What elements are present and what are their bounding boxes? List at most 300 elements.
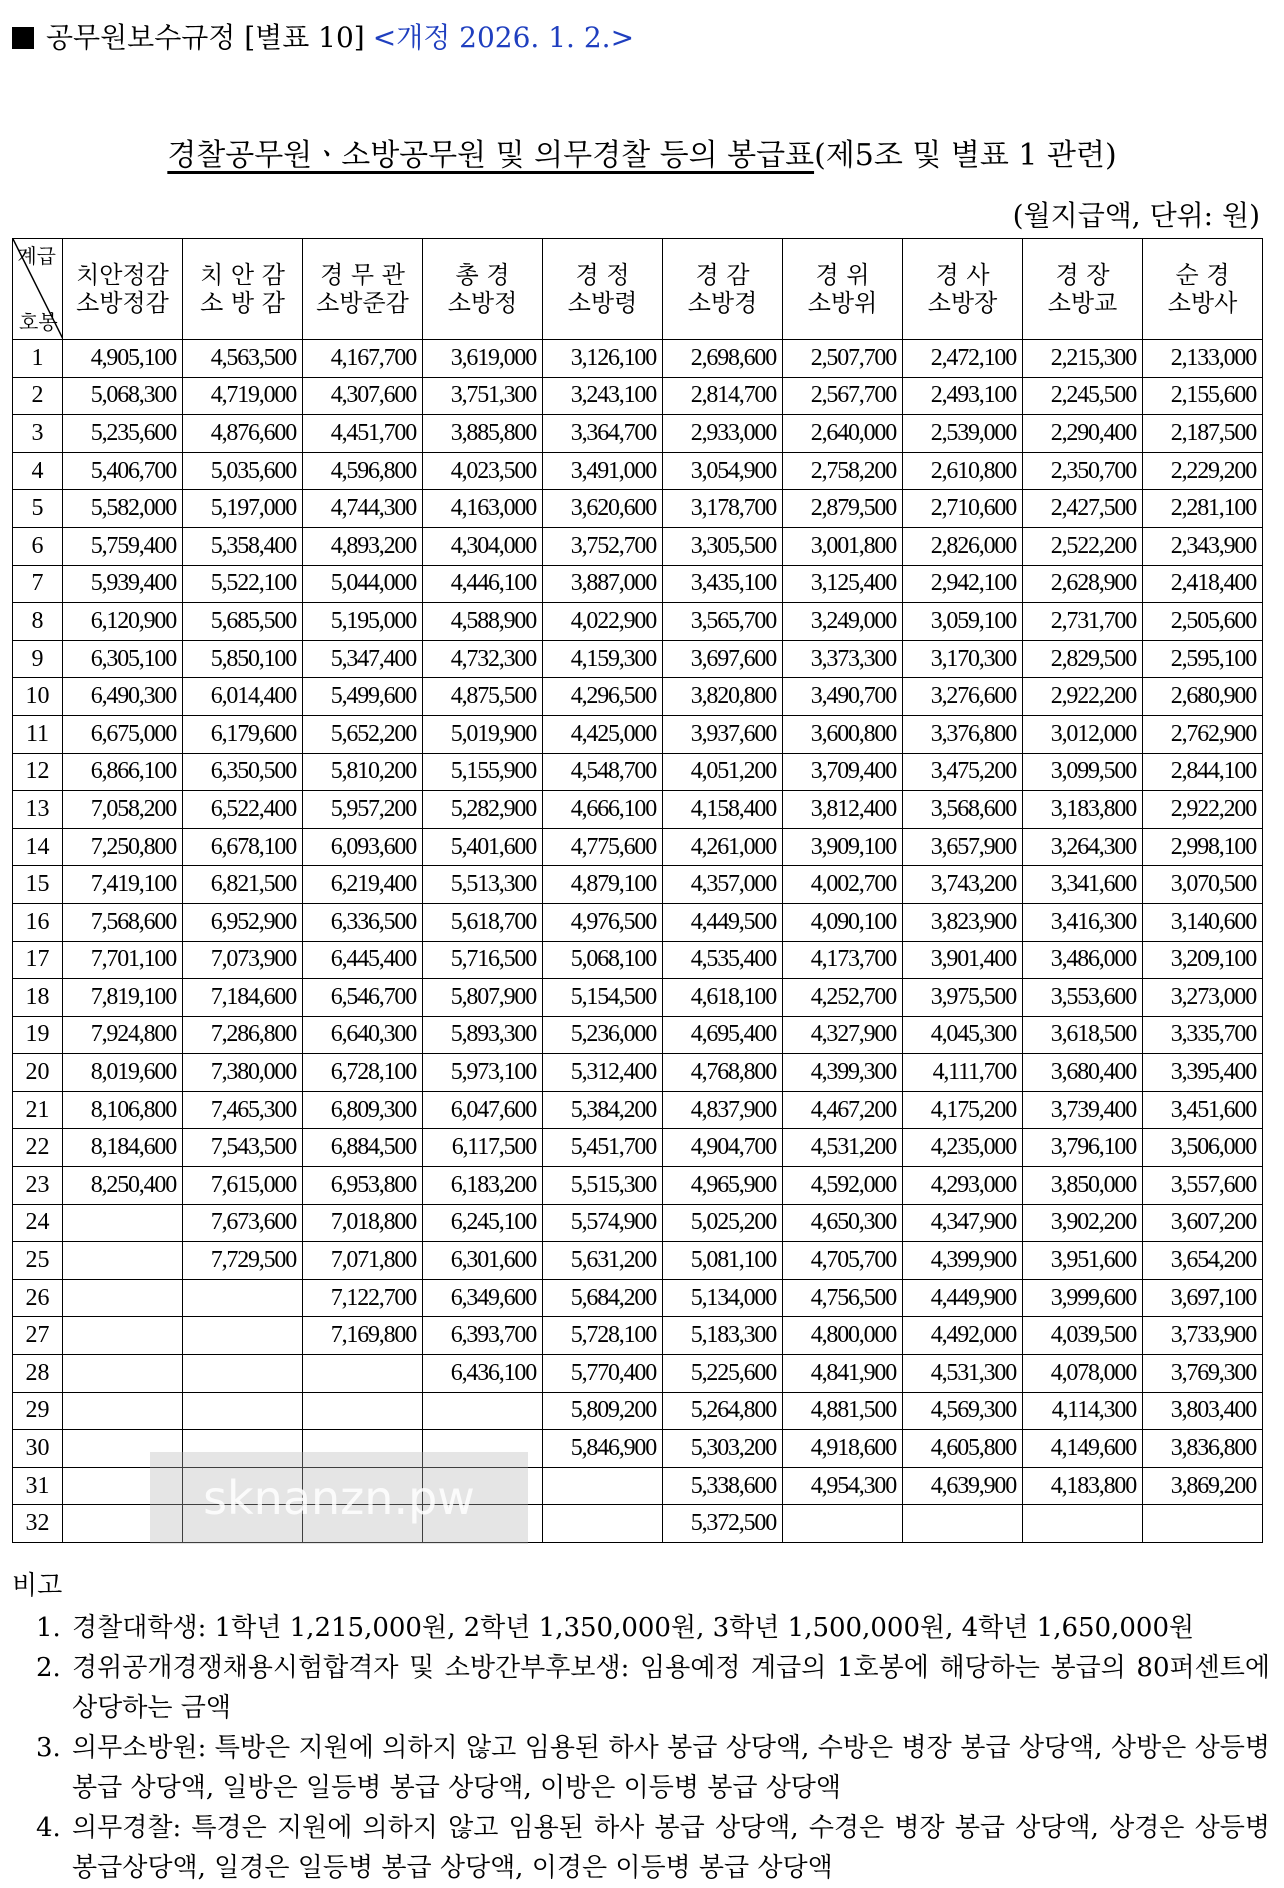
salary-cell: 5,081,100	[663, 1242, 783, 1280]
salary-cell: 5,183,300	[663, 1317, 783, 1355]
table-row	[13, 377, 1263, 415]
salary-cell: 6,445,400	[303, 941, 423, 979]
salary-cell: 4,327,900	[783, 1016, 903, 1054]
salary-cell	[63, 1204, 183, 1242]
salary-cell: 3,607,200	[1143, 1204, 1263, 1242]
salary-cell: 7,701,100	[63, 941, 183, 979]
police-grade-label: 경 무 관	[320, 261, 405, 289]
salary-cell: 6,821,500	[183, 866, 303, 904]
salary-cell: 2,731,700	[1023, 603, 1143, 641]
step-number: 14	[13, 828, 63, 866]
step-number: 30	[13, 1430, 63, 1468]
salary-cell	[303, 1355, 423, 1393]
salary-cell: 3,059,100	[903, 603, 1023, 641]
salary-cell: 4,588,900	[423, 603, 543, 641]
salary-cell: 6,305,100	[63, 640, 183, 678]
salary-cell: 3,276,600	[903, 678, 1023, 716]
salary-cell: 3,836,800	[1143, 1430, 1263, 1468]
black-square-icon	[12, 27, 34, 49]
salary-cell: 7,673,600	[183, 1204, 303, 1242]
salary-cell: 2,942,100	[903, 565, 1023, 603]
salary-cell: 3,885,800	[423, 415, 543, 453]
salary-cell: 5,582,000	[63, 490, 183, 528]
step-number: 5	[13, 490, 63, 528]
salary-cell	[183, 1317, 303, 1355]
step-number: 28	[13, 1355, 63, 1393]
note-text: 경찰대학생: 1학년 1,215,000원, 2학년 1,350,000원, 3학년 1,500,000원, 4학년 1,650,000원	[72, 1613, 1195, 1643]
salary-cell: 7,286,800	[183, 1016, 303, 1054]
salary-cell: 4,563,500	[183, 340, 303, 378]
salary-cell: 5,652,200	[303, 715, 423, 753]
salary-cell: 4,732,300	[423, 640, 543, 678]
salary-cell: 3,803,400	[1143, 1392, 1263, 1430]
salary-cell: 2,758,200	[783, 452, 903, 490]
salary-cell: 3,812,400	[783, 791, 903, 829]
note-number: 2.	[36, 1653, 61, 1683]
salary-cell: 4,163,000	[423, 490, 543, 528]
salary-cell: 2,710,600	[903, 490, 1023, 528]
salary-cell: 2,418,400	[1143, 565, 1263, 603]
table-row	[13, 490, 1263, 528]
salary-cell: 2,698,600	[663, 340, 783, 378]
step-number: 29	[13, 1392, 63, 1430]
salary-cell: 3,796,100	[1023, 1129, 1143, 1167]
salary-cell: 3,335,700	[1143, 1016, 1263, 1054]
salary-cell: 3,751,300	[423, 377, 543, 415]
salary-cell: 4,800,000	[783, 1317, 903, 1355]
salary-cell: 3,140,600	[1143, 903, 1263, 941]
salary-cell: 3,999,600	[1023, 1279, 1143, 1317]
step-number: 19	[13, 1016, 63, 1054]
salary-cell: 5,303,200	[663, 1430, 783, 1468]
fire-grade-label: 소방위	[807, 289, 878, 317]
salary-cell: 2,922,200	[1023, 678, 1143, 716]
salary-cell: 2,814,700	[663, 377, 783, 415]
salary-cell: 3,568,600	[903, 791, 1023, 829]
salary-cell: 4,449,900	[903, 1279, 1023, 1317]
table-row	[13, 1091, 1263, 1129]
police-grade-label: 경 사	[935, 261, 990, 289]
salary-cell	[63, 1392, 183, 1430]
salary-cell	[183, 1279, 303, 1317]
salary-cell: 6,546,700	[303, 979, 423, 1017]
salary-cell: 4,307,600	[303, 377, 423, 415]
salary-cell: 3,395,400	[1143, 1054, 1263, 1092]
salary-cell: 5,282,900	[423, 791, 543, 829]
salary-cell	[423, 1392, 543, 1430]
salary-cell: 4,756,500	[783, 1279, 903, 1317]
salary-cell: 7,380,000	[183, 1054, 303, 1092]
salary-cell: 3,451,600	[1143, 1091, 1263, 1129]
fire-grade-label: 소방장	[927, 289, 998, 317]
salary-cell: 5,499,600	[303, 678, 423, 716]
salary-cell: 5,770,400	[543, 1355, 663, 1393]
salary-cell: 2,933,000	[663, 415, 783, 453]
salary-cell	[183, 1392, 303, 1430]
salary-cell: 5,347,400	[303, 640, 423, 678]
salary-cell: 2,507,700	[783, 340, 903, 378]
salary-cell: 3,099,500	[1023, 753, 1143, 791]
salary-cell: 6,179,600	[183, 715, 303, 753]
salary-cell: 5,134,000	[663, 1279, 783, 1317]
salary-cell: 3,600,800	[783, 715, 903, 753]
fire-grade-label: 소방정	[447, 289, 518, 317]
salary-cell: 3,657,900	[903, 828, 1023, 866]
salary-cell: 5,716,500	[423, 941, 543, 979]
salary-cell: 7,924,800	[63, 1016, 183, 1054]
salary-cell: 2,844,100	[1143, 753, 1263, 791]
salary-cell: 5,451,700	[543, 1129, 663, 1167]
step-number: 22	[13, 1129, 63, 1167]
salary-cell: 5,846,900	[543, 1430, 663, 1468]
salary-cell	[63, 1355, 183, 1393]
document-title	[0, 136, 1284, 176]
police-grade-label: 총 경	[455, 261, 510, 289]
unit-note: (월지급액, 단위: 원)	[1012, 199, 1260, 232]
salary-cell	[63, 1242, 183, 1280]
salary-cell: 2,680,900	[1143, 678, 1263, 716]
step-number: 2	[13, 377, 63, 415]
table-row	[13, 1317, 1263, 1355]
salary-cell: 2,133,000	[1143, 340, 1263, 378]
salary-cell: 5,035,600	[183, 452, 303, 490]
salary-cell: 2,539,000	[903, 415, 1023, 453]
salary-cell: 4,650,300	[783, 1204, 903, 1242]
salary-cell	[63, 1279, 183, 1317]
step-number: 17	[13, 941, 63, 979]
table-row	[13, 452, 1263, 490]
notes-section	[12, 1566, 1270, 1888]
table-row	[13, 565, 1263, 603]
salary-cell: 3,012,000	[1023, 715, 1143, 753]
step-number: 18	[13, 979, 63, 1017]
step-number: 11	[13, 715, 63, 753]
salary-cell: 5,809,200	[543, 1392, 663, 1430]
salary-cell: 5,522,100	[183, 565, 303, 603]
salary-cell: 2,245,500	[1023, 377, 1143, 415]
salary-cell: 7,250,800	[63, 828, 183, 866]
grade-header	[663, 239, 783, 340]
salary-cell: 5,358,400	[183, 527, 303, 565]
step-number: 31	[13, 1467, 63, 1505]
salary-cell: 4,002,700	[783, 866, 903, 904]
salary-cell: 6,952,900	[183, 903, 303, 941]
salary-cell: 5,513,300	[423, 866, 543, 904]
salary-cell: 5,618,700	[423, 903, 543, 941]
note-text: 의무소방원: 특방은 지원에 의하지 않고 임용된 하사 봉급 상당액, 수방은 병장 봉급 상당액, 상방은 상등병 봉급 상당액, 일방은 일등병 봉급 상당액, 이방은 이등병 봉급 상당액	[72, 1733, 1270, 1803]
salary-cell: 4,531,300	[903, 1355, 1023, 1393]
table-row	[13, 1242, 1263, 1280]
salary-cell: 5,195,000	[303, 603, 423, 641]
salary-cell: 2,472,100	[903, 340, 1023, 378]
salary-cell: 8,019,600	[63, 1054, 183, 1092]
salary-cell: 3,951,600	[1023, 1242, 1143, 1280]
table-row	[13, 640, 1263, 678]
salary-cell: 3,376,800	[903, 715, 1023, 753]
step-number: 9	[13, 640, 63, 678]
grade-header	[303, 239, 423, 340]
salary-cell: 4,768,800	[663, 1054, 783, 1092]
salary-cell: 3,619,000	[423, 340, 543, 378]
salary-cell: 4,535,400	[663, 941, 783, 979]
watermark: sknanzn.pw	[150, 1452, 528, 1544]
step-number: 21	[13, 1091, 63, 1129]
salary-cell: 4,183,800	[1023, 1467, 1143, 1505]
salary-cell: 4,879,100	[543, 866, 663, 904]
salary-cell: 4,719,000	[183, 377, 303, 415]
salary-cell: 2,343,900	[1143, 527, 1263, 565]
salary-cell: 4,596,800	[303, 452, 423, 490]
police-grade-label: 순 경	[1175, 261, 1230, 289]
salary-cell: 7,729,500	[183, 1242, 303, 1280]
salary-cell: 6,436,100	[423, 1355, 543, 1393]
salary-cell: 4,876,600	[183, 415, 303, 453]
salary-cell: 6,014,400	[183, 678, 303, 716]
table-row	[13, 1016, 1263, 1054]
salary-cell: 4,618,100	[663, 979, 783, 1017]
salary-cell: 3,709,400	[783, 753, 903, 791]
salary-cell: 5,631,200	[543, 1242, 663, 1280]
salary-cell: 2,215,300	[1023, 340, 1143, 378]
salary-cell: 6,350,500	[183, 753, 303, 791]
salary-cell: 4,425,000	[543, 715, 663, 753]
salary-cell: 4,639,900	[903, 1467, 1023, 1505]
step-number: 3	[13, 415, 63, 453]
salary-cell: 5,235,600	[63, 415, 183, 453]
salary-cell: 3,070,500	[1143, 866, 1263, 904]
salary-cell: 2,155,600	[1143, 377, 1263, 415]
step-axis-label: 호봉	[19, 310, 58, 334]
salary-cell: 4,158,400	[663, 791, 783, 829]
salary-cell: 5,197,000	[183, 490, 303, 528]
salary-cell: 2,350,700	[1023, 452, 1143, 490]
salary-cell: 7,073,900	[183, 941, 303, 979]
note-item	[12, 1648, 1270, 1728]
salary-cell: 2,427,500	[1023, 490, 1143, 528]
salary-cell: 5,685,500	[183, 603, 303, 641]
grade-header	[183, 239, 303, 340]
salary-cell: 3,475,200	[903, 753, 1023, 791]
salary-cell: 3,869,200	[1143, 1467, 1263, 1505]
salary-cell: 6,678,100	[183, 828, 303, 866]
salary-cell	[1143, 1505, 1263, 1543]
salary-cell: 6,117,500	[423, 1129, 543, 1167]
salary-cell: 2,505,600	[1143, 603, 1263, 641]
salary-cell: 4,965,900	[663, 1167, 783, 1205]
salary-cell: 4,605,800	[903, 1430, 1023, 1468]
salary-cell: 4,492,000	[903, 1317, 1023, 1355]
salary-cell: 4,976,500	[543, 903, 663, 941]
salary-cell: 4,905,100	[63, 340, 183, 378]
table-row	[13, 1129, 1263, 1167]
salary-cell: 2,187,500	[1143, 415, 1263, 453]
salary-cell: 3,654,200	[1143, 1242, 1263, 1280]
salary-cell: 3,820,800	[663, 678, 783, 716]
table-row	[13, 941, 1263, 979]
salary-table	[12, 238, 1263, 1543]
grade-header	[543, 239, 663, 340]
salary-cell: 3,618,500	[1023, 1016, 1143, 1054]
salary-cell: 2,826,000	[903, 527, 1023, 565]
salary-cell: 7,543,500	[183, 1129, 303, 1167]
salary-cell: 2,229,200	[1143, 452, 1263, 490]
salary-cell: 4,446,100	[423, 565, 543, 603]
salary-cell: 6,093,600	[303, 828, 423, 866]
salary-cell: 4,111,700	[903, 1054, 1023, 1092]
salary-cell: 4,149,600	[1023, 1430, 1143, 1468]
table-row	[13, 1355, 1263, 1393]
salary-cell: 3,125,400	[783, 565, 903, 603]
table-row	[13, 866, 1263, 904]
table-row	[13, 415, 1263, 453]
salary-cell: 5,154,500	[543, 979, 663, 1017]
grade-header	[423, 239, 543, 340]
salary-cell: 3,557,600	[1143, 1167, 1263, 1205]
salary-cell: 3,887,000	[543, 565, 663, 603]
salary-cell: 5,236,000	[543, 1016, 663, 1054]
salary-cell: 3,697,100	[1143, 1279, 1263, 1317]
salary-cell: 3,170,300	[903, 640, 1023, 678]
table-row	[13, 1054, 1263, 1092]
salary-cell: 5,068,100	[543, 941, 663, 979]
salary-cell: 3,416,300	[1023, 903, 1143, 941]
regulation-header	[12, 18, 634, 58]
table-row	[13, 979, 1263, 1017]
salary-cell: 5,973,100	[423, 1054, 543, 1092]
salary-cell: 7,122,700	[303, 1279, 423, 1317]
salary-cell: 7,419,100	[63, 866, 183, 904]
salary-cell: 3,697,600	[663, 640, 783, 678]
salary-cell: 4,666,100	[543, 791, 663, 829]
table-body	[13, 340, 1263, 1543]
police-grade-label: 경 위	[815, 261, 870, 289]
table-row	[13, 715, 1263, 753]
salary-cell: 6,183,200	[423, 1167, 543, 1205]
salary-cell: 2,628,900	[1023, 565, 1143, 603]
salary-cell: 3,937,600	[663, 715, 783, 753]
salary-cell: 3,902,200	[1023, 1204, 1143, 1242]
salary-cell: 3,823,900	[903, 903, 1023, 941]
table-row	[13, 527, 1263, 565]
salary-cell: 4,252,700	[783, 979, 903, 1017]
salary-cell: 5,728,100	[543, 1317, 663, 1355]
notes-title: 비고	[12, 1571, 63, 1601]
salary-cell: 3,901,400	[903, 941, 1023, 979]
salary-cell: 4,841,900	[783, 1355, 903, 1393]
salary-cell: 5,759,400	[63, 527, 183, 565]
step-number: 23	[13, 1167, 63, 1205]
salary-cell: 4,357,000	[663, 866, 783, 904]
salary-cell: 7,058,200	[63, 791, 183, 829]
salary-cell: 4,467,200	[783, 1091, 903, 1129]
salary-cell: 6,953,800	[303, 1167, 423, 1205]
step-number: 10	[13, 678, 63, 716]
fire-grade-label: 소방사	[1167, 289, 1238, 317]
grade-header	[1023, 239, 1143, 340]
salary-cell: 5,225,600	[663, 1355, 783, 1393]
salary-cell	[1023, 1505, 1143, 1543]
salary-cell: 2,595,100	[1143, 640, 1263, 678]
amendment-date: <개정 2026. 1. 2.>	[372, 21, 635, 54]
step-number: 26	[13, 1279, 63, 1317]
salary-cell: 2,493,100	[903, 377, 1023, 415]
police-grade-label: 경 정	[575, 261, 630, 289]
salary-cell: 4,347,900	[903, 1204, 1023, 1242]
salary-cell: 3,183,800	[1023, 791, 1143, 829]
salary-cell: 3,565,700	[663, 603, 783, 641]
salary-cell: 4,022,900	[543, 603, 663, 641]
salary-cell: 4,261,000	[663, 828, 783, 866]
fire-grade-label: 소방교	[1047, 289, 1118, 317]
salary-cell: 4,954,300	[783, 1467, 903, 1505]
salary-cell	[783, 1505, 903, 1543]
salary-cell: 5,406,700	[63, 452, 183, 490]
salary-cell: 3,506,000	[1143, 1129, 1263, 1167]
salary-cell: 4,837,900	[663, 1091, 783, 1129]
salary-cell: 3,054,900	[663, 452, 783, 490]
salary-cell	[903, 1505, 1023, 1543]
salary-cell: 3,752,700	[543, 527, 663, 565]
salary-cell: 4,592,000	[783, 1167, 903, 1205]
salary-cell: 2,290,400	[1023, 415, 1143, 453]
salary-cell: 6,809,300	[303, 1091, 423, 1129]
salary-cell: 3,001,800	[783, 527, 903, 565]
note-text: 의무경찰: 특경은 지원에 의하지 않고 임용된 하사 봉급 상당액, 수경은 병장 봉급 상당액, 상경은 상등병 봉급상당액, 일경은 일등병 봉급 상당액, 이경은 이등병 봉급 상당액	[72, 1813, 1270, 1883]
note-number: 4.	[36, 1813, 61, 1843]
salary-cell: 4,531,200	[783, 1129, 903, 1167]
salary-cell: 8,106,800	[63, 1091, 183, 1129]
step-number: 27	[13, 1317, 63, 1355]
table-row	[13, 1279, 1263, 1317]
salary-cell: 5,044,000	[303, 565, 423, 603]
grade-header	[903, 239, 1023, 340]
salary-cell: 3,435,100	[663, 565, 783, 603]
police-grade-label: 치 안 감	[200, 261, 285, 289]
salary-cell: 6,245,100	[423, 1204, 543, 1242]
table-row	[13, 678, 1263, 716]
salary-cell: 7,568,600	[63, 903, 183, 941]
salary-cell: 3,739,400	[1023, 1091, 1143, 1129]
salary-cell: 5,312,400	[543, 1054, 663, 1092]
step-number: 12	[13, 753, 63, 791]
salary-cell: 4,078,000	[1023, 1355, 1143, 1393]
table-row	[13, 903, 1263, 941]
salary-cell: 4,159,300	[543, 640, 663, 678]
table-row	[13, 1204, 1263, 1242]
salary-cell: 2,522,200	[1023, 527, 1143, 565]
document-title-ref: (제5조 및 별표 1 관련)	[814, 138, 1117, 173]
note-text: 경위공개경쟁채용시험합격자 및 소방간부후보생: 임용예정 계급의 1호봉에 해당하는 봉급의 80퍼센트에 상당하는 금액	[72, 1653, 1270, 1723]
salary-cell: 4,114,300	[1023, 1392, 1143, 1430]
salary-cell: 3,178,700	[663, 490, 783, 528]
salary-cell: 3,243,100	[543, 377, 663, 415]
salary-cell	[63, 1317, 183, 1355]
table-row	[13, 1392, 1263, 1430]
salary-cell: 6,884,500	[303, 1129, 423, 1167]
salary-cell: 4,293,000	[903, 1167, 1023, 1205]
salary-cell: 7,819,100	[63, 979, 183, 1017]
salary-cell: 3,486,000	[1023, 941, 1143, 979]
table-row	[13, 340, 1263, 378]
salary-cell: 4,918,600	[783, 1430, 903, 1468]
salary-cell: 3,126,100	[543, 340, 663, 378]
salary-cell: 2,998,100	[1143, 828, 1263, 866]
salary-cell: 4,235,000	[903, 1129, 1023, 1167]
step-number: 20	[13, 1054, 63, 1092]
salary-cell: 6,728,100	[303, 1054, 423, 1092]
salary-cell: 6,047,600	[423, 1091, 543, 1129]
salary-cell: 3,743,200	[903, 866, 1023, 904]
